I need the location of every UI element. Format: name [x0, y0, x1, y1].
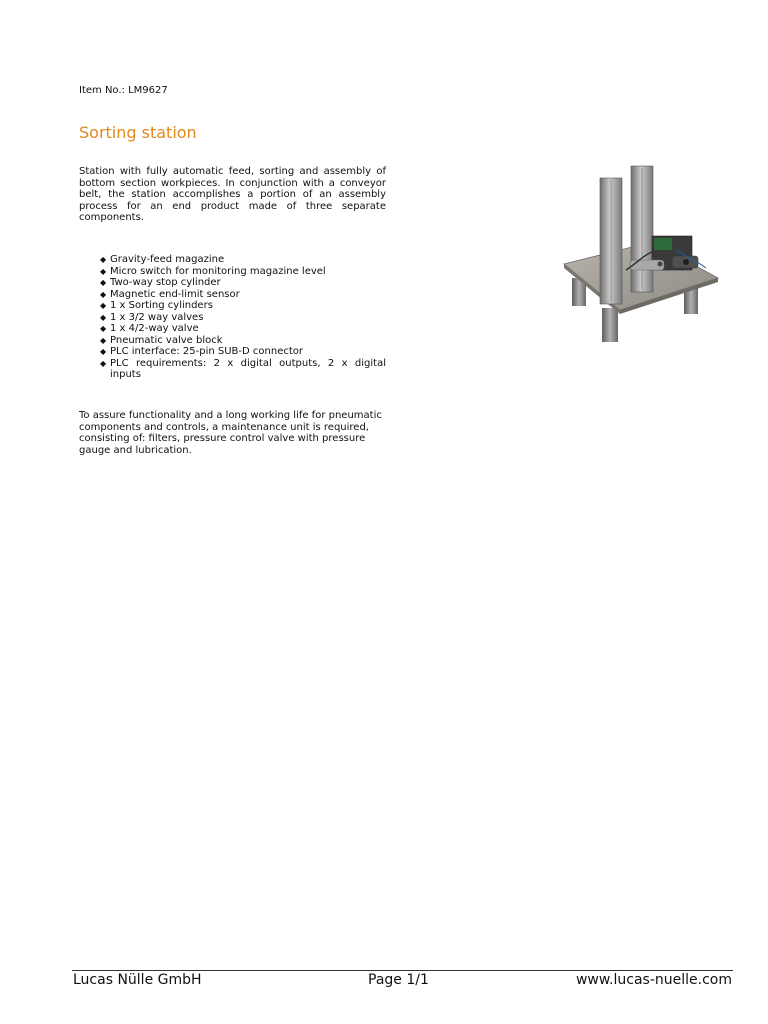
feature-list [100, 254, 386, 381]
footer-website: www.lucas-nuelle.com [575, 972, 732, 988]
feature-list-item [100, 254, 386, 266]
feature-list-item [100, 346, 386, 358]
bullet-icon: ◆ [100, 324, 107, 333]
bullet-icon: ◆ [100, 278, 107, 287]
feature-text: PLC interface: 25-pin SUB-D connector [110, 346, 303, 357]
product-photo [556, 160, 724, 350]
item-number: Item No.: LM9627 [79, 85, 168, 96]
feature-list-item [100, 335, 386, 347]
feature-list-item [100, 277, 386, 289]
feature-text: 1 x 3/2 way valves [110, 311, 204, 323]
feature-text: Gravity-feed magazine [110, 254, 225, 265]
footer-page-number: Page 1/1 [368, 972, 429, 988]
feature-text: Micro switch for monitoring magazine level [110, 265, 326, 277]
feature-text: 1 x 4/2-way valve [110, 323, 199, 334]
bullet-icon: ◆ [100, 289, 107, 299]
page-title: Sorting station [79, 123, 197, 142]
maintenance-note: To assure functionality and a long working life for pneumatic components and controls, a maintenance unit is required, consisting of: filters, pressure control valve with pressure gauge and lubrication. [79, 410, 382, 456]
feature-list-item [100, 266, 386, 278]
feature-list-item [100, 312, 386, 324]
feature-text: Two-way stop cylinder [110, 277, 221, 288]
feature-text: PLC requirements: 2 x digital outputs, 2 x digital inputs [110, 357, 386, 380]
feature-list-item [100, 358, 386, 381]
feature-text: 1 x Sorting cylinders [110, 300, 213, 311]
bullet-icon: ◆ [100, 301, 107, 310]
bullet-icon: ◆ [100, 255, 107, 264]
feature-text: Magnetic end-limit sensor [110, 288, 240, 300]
feature-text: Pneumatic valve block [110, 334, 223, 346]
footer-company: Lucas Nülle GmbH [73, 972, 202, 988]
bullet-icon: ◆ [100, 347, 107, 356]
feature-list-item [100, 323, 386, 335]
support-leg [602, 308, 618, 342]
product-description: Station with fully automatic feed, sorting and assembly of bottom section workpieces. In conjunction with a conveyor belt, the station accomplishes a portion of an assembly process for an end product made of three separate components. [79, 166, 386, 223]
bullet-icon: ◆ [100, 312, 107, 322]
circuit-board [654, 238, 672, 250]
bullet-icon: ◆ [100, 358, 107, 368]
feature-list-item [100, 289, 386, 301]
bullet-icon: ◆ [100, 335, 107, 345]
bullet-icon: ◆ [100, 266, 107, 276]
feature-list-item [100, 300, 386, 312]
